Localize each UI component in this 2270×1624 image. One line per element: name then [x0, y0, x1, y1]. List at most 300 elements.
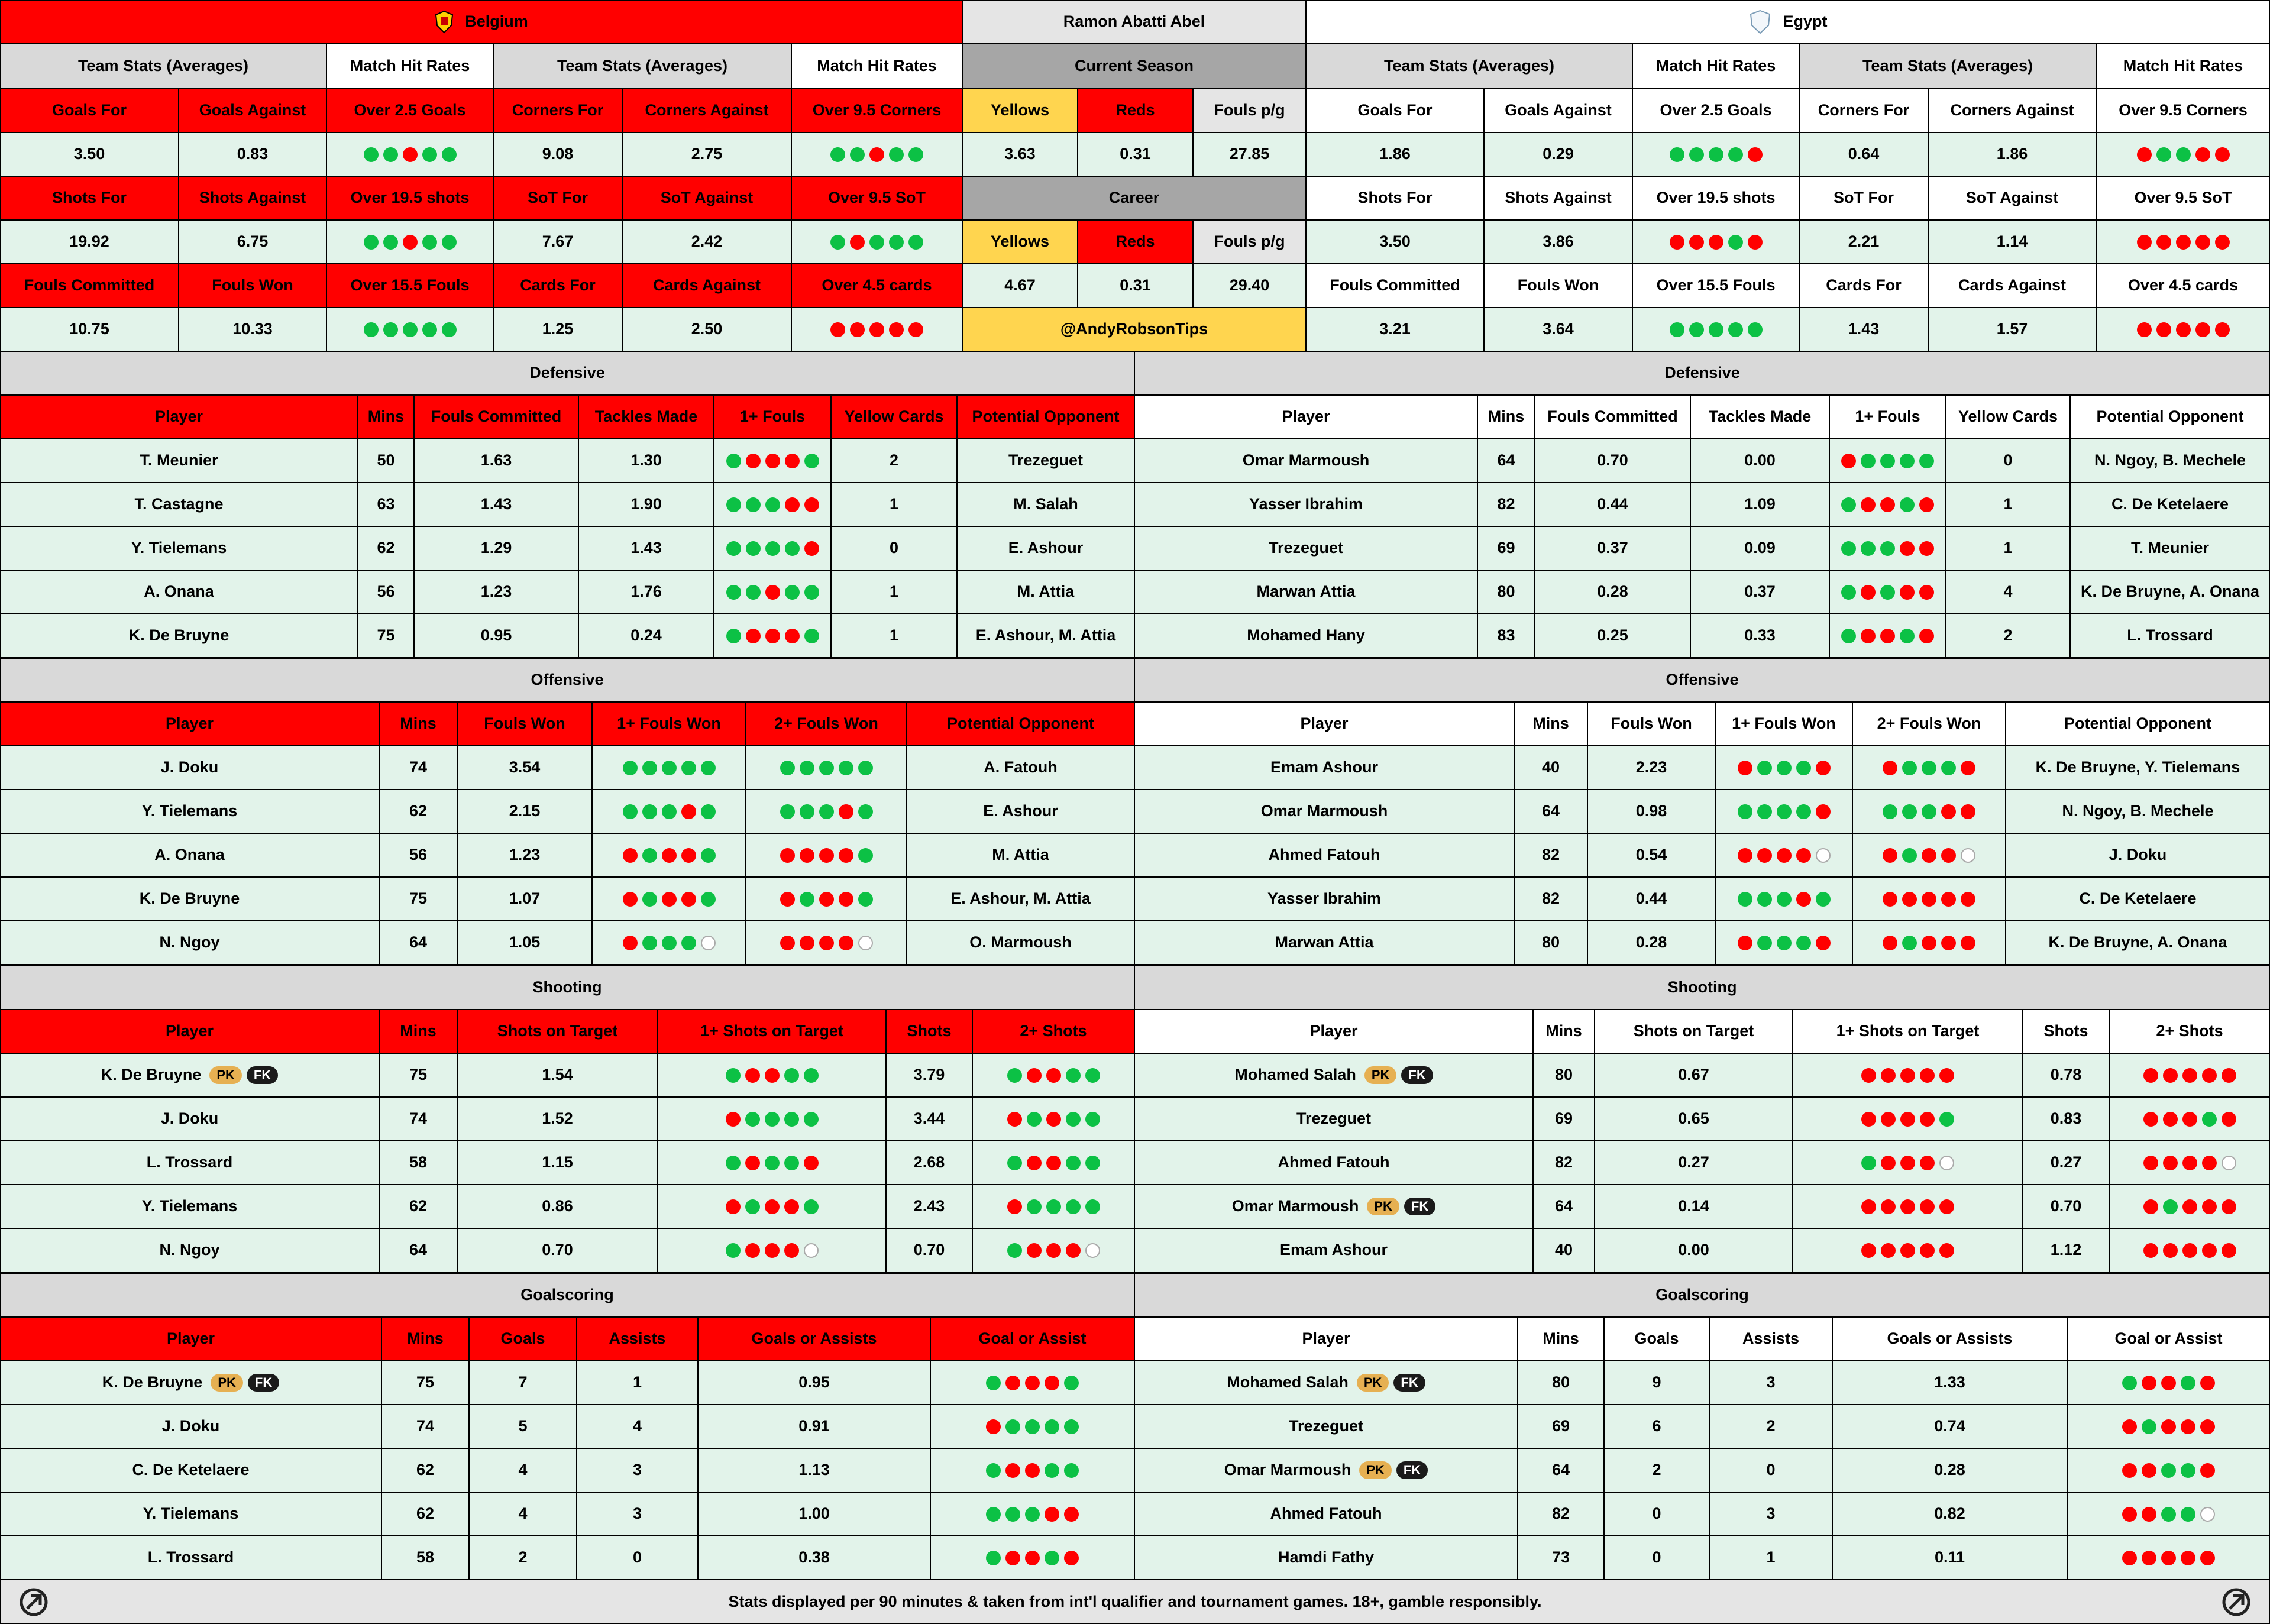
referee-col-yellows: Yellows — [962, 89, 1078, 132]
hit-dot — [403, 322, 418, 337]
hit-dot — [1689, 322, 1704, 337]
hit-dot — [784, 1112, 799, 1127]
miss-dot — [2215, 235, 2230, 250]
player-name[interactable] — [0, 614, 358, 658]
miss-dot — [1046, 1156, 1061, 1170]
player-name-text: J. Doku — [160, 758, 219, 777]
hit-dot — [1045, 1463, 1059, 1478]
stat-label: Corners Against — [622, 89, 791, 132]
miss-dot — [2202, 1243, 2217, 1258]
column-header: Player — [1134, 1317, 1518, 1361]
hit-dot — [1777, 804, 1792, 819]
miss-dot — [2215, 322, 2230, 337]
cell-value: 2 — [1946, 614, 2070, 658]
cell-value: 64 — [379, 921, 457, 965]
stat-value: 2.75 — [622, 132, 791, 176]
hit-dot — [726, 1156, 741, 1170]
player-name-text: Omar Marmoush — [1260, 802, 1388, 820]
hit-dot — [1045, 1551, 1059, 1565]
column-header: Potential Opponent — [957, 395, 1134, 439]
stat-label: Goals For — [1306, 89, 1484, 132]
miss-dot — [839, 892, 853, 907]
hit-rate-dots — [1793, 1185, 2023, 1228]
hit-dot — [1046, 1199, 1061, 1214]
stat-label: Over 15.5 Fouls — [1632, 264, 1799, 308]
hit-dot — [765, 541, 780, 556]
stat-label: Shots Against — [1484, 176, 1632, 220]
hit-dot — [745, 1199, 760, 1214]
brand-logo-icon — [19, 1587, 48, 1617]
hit-dot — [1902, 936, 1917, 950]
cell-value: K. De Bruyne, A. Onana — [2070, 570, 2270, 614]
cell-value: E. Ashour — [957, 526, 1134, 570]
cell-value: 0.28 — [1587, 921, 1715, 965]
hit-dot — [1066, 1199, 1081, 1214]
hit-dot — [889, 235, 904, 250]
player-name[interactable] — [1134, 921, 1514, 965]
stat-label: Goals Against — [1484, 89, 1632, 132]
miss-dot — [839, 936, 853, 950]
team-stats-header: Team Stats (Averages) — [0, 44, 326, 89]
player-name[interactable] — [1134, 1492, 1518, 1536]
miss-dot — [1861, 585, 1876, 600]
hit-rate-dots — [1715, 877, 1852, 921]
section-title: Goalscoring — [1134, 1273, 2270, 1317]
player-name[interactable] — [0, 1361, 381, 1405]
miss-dot — [1880, 629, 1895, 643]
hit-dot — [1757, 892, 1772, 907]
hit-dot — [1777, 761, 1792, 775]
player-name[interactable] — [1134, 1405, 1518, 1448]
hit-dot — [869, 235, 884, 250]
hit-dot — [804, 1112, 819, 1127]
hit-dot — [642, 848, 657, 863]
player-name[interactable] — [1134, 1097, 1533, 1141]
column-header: Potential Opponent — [2070, 395, 2270, 439]
miss-dot — [1046, 1112, 1061, 1127]
stat-label: Cards Against — [1928, 264, 2096, 308]
miss-dot — [1922, 848, 1936, 863]
hit-rate-dots — [326, 220, 493, 264]
player-name-text: T. Castagne — [134, 495, 224, 513]
player-name[interactable] — [1134, 614, 1477, 658]
cell-value: 0.28 — [1535, 570, 1690, 614]
player-name[interactable] — [1134, 570, 1477, 614]
miss-dot — [1007, 1199, 1022, 1214]
miss-dot — [800, 848, 814, 863]
player-name[interactable] — [0, 1536, 381, 1580]
hit-dot — [1757, 761, 1772, 775]
player-name[interactable] — [1134, 1185, 1533, 1228]
player-name[interactable] — [0, 790, 379, 833]
free-kick-taker-badge: FK — [248, 1374, 279, 1392]
hit-dot — [2181, 1463, 2195, 1478]
miss-dot — [819, 936, 834, 950]
stat-label: Over 2.5 Goals — [1632, 89, 1799, 132]
cell-value: 1.00 — [698, 1492, 930, 1536]
cell-value: 40 — [1514, 746, 1587, 790]
player-name[interactable] — [0, 570, 358, 614]
hit-rate-dots — [658, 1228, 886, 1272]
cell-value: 0.86 — [457, 1185, 658, 1228]
hit-rate-dots — [1632, 308, 1799, 351]
player-name[interactable] — [0, 483, 358, 526]
miss-dot — [1689, 235, 1704, 250]
hit-dot — [1883, 804, 1897, 819]
player-name[interactable] — [1134, 790, 1514, 833]
miss-dot — [2161, 1551, 2176, 1565]
author-handle[interactable]: @AndyRobsonTips — [962, 308, 1306, 351]
player-name[interactable] — [1134, 746, 1514, 790]
miss-dot — [1816, 804, 1831, 819]
player-name[interactable] — [0, 1097, 379, 1141]
hit-dot — [804, 454, 819, 468]
miss-dot — [2181, 1419, 2195, 1434]
miss-dot — [1027, 1068, 1042, 1083]
hit-rate-dots — [2067, 1492, 2270, 1536]
stat-label: Over 15.5 Fouls — [326, 264, 493, 308]
player-name[interactable] — [0, 746, 379, 790]
hit-dot — [1861, 454, 1876, 468]
stat-value: 0.29 — [1484, 132, 1632, 176]
miss-dot — [2163, 1068, 2178, 1083]
miss-dot — [839, 804, 853, 819]
hit-dot — [1919, 454, 1934, 468]
belgium-crest-icon — [434, 10, 454, 34]
hit-dot — [858, 804, 873, 819]
miss-dot — [1900, 1156, 1915, 1170]
column-header: Fouls Won — [457, 702, 592, 746]
free-kick-taker-badge: FK — [1393, 1374, 1425, 1392]
cell-value: 1.07 — [457, 877, 592, 921]
stat-label: Cards Against — [622, 264, 791, 308]
player-name[interactable] — [0, 1448, 381, 1492]
player-name-text: Trezeguet — [1296, 1109, 1372, 1128]
miss-dot — [2182, 1243, 2197, 1258]
column-header: Player — [1134, 395, 1477, 439]
column-header: 1+ Fouls — [1829, 395, 1946, 439]
stat-value: 9.08 — [493, 132, 622, 176]
cell-value: 69 — [1533, 1097, 1595, 1141]
hit-rate-dots — [326, 132, 493, 176]
cell-value: 0.74 — [1832, 1405, 2067, 1448]
hit-dot — [2163, 1199, 2178, 1214]
player-name[interactable] — [1134, 483, 1477, 526]
player-name[interactable] — [1134, 1536, 1518, 1580]
hit-dot — [2122, 1376, 2137, 1390]
stat-label: SoT Against — [1928, 176, 2096, 220]
column-header: Shots on Target — [457, 1010, 658, 1053]
miss-dot — [1941, 848, 1956, 863]
player-name-text: Y. Tielemans — [131, 539, 227, 557]
column-header: Mins — [379, 1010, 457, 1053]
hit-dot — [1880, 541, 1895, 556]
cell-value: L. Trossard — [2070, 614, 2270, 658]
hit-dot — [662, 936, 677, 950]
cell-value: 1.15 — [457, 1141, 658, 1185]
miss-dot — [1920, 1199, 1935, 1214]
stat-label: Over 4.5 cards — [2096, 264, 2270, 308]
player-name[interactable] — [0, 526, 358, 570]
miss-dot — [1883, 848, 1897, 863]
miss-dot — [1900, 1243, 1915, 1258]
hit-rate-dots — [746, 921, 907, 965]
player-name[interactable] — [1134, 877, 1514, 921]
player-name[interactable] — [1134, 1141, 1533, 1185]
player-name[interactable] — [1134, 439, 1477, 483]
hit-dot — [726, 541, 741, 556]
cell-value: 0.25 — [1535, 614, 1690, 658]
miss-dot — [1920, 1243, 1935, 1258]
miss-dot — [1007, 1112, 1022, 1127]
hit-rate-dots — [592, 833, 746, 877]
player-name[interactable] — [0, 1405, 381, 1448]
brand-logo-icon — [2222, 1587, 2251, 1617]
player-name-text: K. De Bruyne — [101, 1066, 202, 1084]
hit-rate-dots — [972, 1097, 1134, 1141]
miss-dot — [2200, 1551, 2215, 1565]
hit-dot — [1066, 1068, 1081, 1083]
column-header: Fouls Committed — [414, 395, 578, 439]
hit-dot — [662, 804, 677, 819]
stat-label: Corners For — [493, 89, 622, 132]
cell-value: 74 — [379, 746, 457, 790]
player-name[interactable] — [0, 877, 379, 921]
cell-value: 0.95 — [698, 1361, 930, 1405]
cell-value: 9 — [1604, 1361, 1709, 1405]
stat-label: Goals For — [0, 89, 179, 132]
hit-dot — [819, 761, 834, 775]
hit-dot — [1900, 629, 1915, 643]
cell-value: 3 — [577, 1448, 698, 1492]
player-name[interactable] — [0, 1141, 379, 1185]
miss-dot — [2143, 1156, 2158, 1170]
cell-value: 2 — [831, 439, 957, 483]
miss-dot — [1881, 1199, 1896, 1214]
cell-value: 82 — [1533, 1141, 1595, 1185]
column-header: Player — [0, 1010, 379, 1053]
miss-dot — [1861, 497, 1876, 512]
hit-rate-dots — [658, 1097, 886, 1141]
hit-dot — [765, 1156, 780, 1170]
miss-dot — [2122, 1507, 2137, 1522]
hit-dot — [2142, 1419, 2156, 1434]
hit-dot — [1861, 541, 1876, 556]
column-header: 1+ Fouls Won — [592, 702, 746, 746]
miss-dot — [2222, 1068, 2236, 1083]
player-name[interactable] — [1134, 833, 1514, 877]
player-name-text: Omar Marmoush — [1224, 1461, 1351, 1479]
miss-dot — [2176, 322, 2191, 337]
hit-dot — [1816, 892, 1831, 907]
player-name-text: A. Onana — [144, 583, 214, 601]
miss-dot — [1046, 1243, 1061, 1258]
hit-dot — [422, 147, 437, 162]
no-data-dot — [2222, 1156, 2236, 1170]
miss-dot — [2176, 235, 2191, 250]
hit-rate-dots — [1829, 483, 1946, 526]
cell-value: 1 — [1709, 1536, 1832, 1580]
miss-dot — [2142, 1463, 2156, 1478]
hit-dot — [1841, 497, 1856, 512]
player-name[interactable] — [0, 1492, 381, 1536]
cell-value: 80 — [1477, 570, 1535, 614]
miss-dot — [1900, 541, 1915, 556]
belgium-team-name: Belgium — [465, 12, 528, 31]
miss-dot — [785, 629, 800, 643]
hit-rate-dots — [930, 1361, 1134, 1405]
cell-value: 83 — [1477, 614, 1535, 658]
hit-rate-dots — [1793, 1053, 2023, 1097]
cell-value: 82 — [1514, 833, 1587, 877]
hit-dot — [1064, 1419, 1079, 1434]
player-name-text: N. Ngoy — [159, 1241, 220, 1259]
miss-dot — [2143, 1243, 2158, 1258]
miss-dot — [2161, 1376, 2176, 1390]
column-header: Player — [0, 1317, 381, 1361]
column-header: Assists — [577, 1317, 698, 1361]
miss-dot — [2222, 1199, 2236, 1214]
miss-dot — [850, 235, 865, 250]
miss-dot — [2142, 1376, 2156, 1390]
referee-name: Ramon Abatti Abel — [962, 0, 1306, 44]
column-header: Player — [0, 395, 358, 439]
miss-dot — [1920, 1112, 1935, 1127]
player-name[interactable] — [1134, 1361, 1518, 1405]
miss-dot — [623, 848, 638, 863]
miss-dot — [1005, 1551, 1020, 1565]
hit-dot — [1027, 1112, 1042, 1127]
player-name[interactable] — [0, 1053, 379, 1097]
free-kick-taker-badge: FK — [1396, 1461, 1428, 1479]
stat-value: 1.14 — [1928, 220, 2096, 264]
cell-value: 2.23 — [1587, 746, 1715, 790]
hit-dot — [765, 497, 780, 512]
miss-dot — [819, 892, 834, 907]
stat-label: Shots Against — [179, 176, 326, 220]
cell-value: 58 — [381, 1536, 469, 1580]
player-name-text: L. Trossard — [146, 1153, 233, 1172]
hit-dot — [908, 147, 923, 162]
hit-dot — [1064, 1463, 1079, 1478]
hit-dot — [1900, 454, 1915, 468]
hit-dot — [1777, 892, 1792, 907]
player-name[interactable] — [0, 833, 379, 877]
stat-value: 7.67 — [493, 220, 622, 264]
no-data-dot — [804, 1243, 819, 1258]
miss-dot — [1941, 804, 1956, 819]
column-header: Goal or Assist — [2067, 1317, 2270, 1361]
column-header: Goals or Assists — [1832, 1317, 2067, 1361]
column-header: Mins — [1514, 702, 1587, 746]
hit-dot — [1007, 1243, 1022, 1258]
stat-value: 2.50 — [622, 308, 791, 351]
referee-col-fouls-p-g: Fouls p/g — [1193, 89, 1306, 132]
miss-dot — [1045, 1376, 1059, 1390]
player-name-text: Hamdi Fathy — [1278, 1548, 1375, 1567]
stat-label: Cards For — [493, 264, 622, 308]
cell-value: 2 — [1709, 1405, 1832, 1448]
hit-rate-dots — [1715, 921, 1852, 965]
miss-dot — [2122, 1419, 2137, 1434]
hit-dot — [1709, 147, 1723, 162]
player-name[interactable] — [1134, 1053, 1533, 1097]
miss-dot — [850, 322, 865, 337]
referee-career-value: 4.67 — [962, 264, 1078, 308]
hit-dot — [364, 147, 379, 162]
miss-dot — [1064, 1507, 1079, 1522]
cell-value: 56 — [379, 833, 457, 877]
cell-value: E. Ashour, M. Attia — [907, 877, 1134, 921]
egypt-header — [1306, 0, 2270, 44]
cell-value: 0 — [1604, 1492, 1709, 1536]
column-header: Mins — [1518, 1317, 1604, 1361]
cell-value: 0.37 — [1690, 570, 1829, 614]
cell-value: 1.30 — [578, 439, 714, 483]
cell-value: 0.27 — [1595, 1141, 1793, 1185]
player-name[interactable] — [0, 1185, 379, 1228]
hit-dot — [1085, 1199, 1100, 1214]
miss-dot — [1064, 1551, 1079, 1565]
miss-dot — [1941, 936, 1956, 950]
stat-label: Fouls Won — [179, 264, 326, 308]
player-name[interactable] — [1134, 1228, 1533, 1272]
column-header: 1+ Fouls Won — [1715, 702, 1852, 746]
miss-dot — [908, 322, 923, 337]
hit-dot — [1861, 1156, 1876, 1170]
hit-rate-dots — [714, 570, 831, 614]
hit-dot — [804, 1068, 819, 1083]
cell-value: 62 — [381, 1448, 469, 1492]
stat-label: Over 19.5 shots — [326, 176, 493, 220]
hit-rate-dots — [2067, 1448, 2270, 1492]
miss-dot — [1005, 1463, 1020, 1478]
stat-label: SoT For — [493, 176, 622, 220]
cell-value: 1 — [1946, 526, 2070, 570]
player-name[interactable] — [0, 1228, 379, 1272]
miss-dot — [2142, 1507, 2156, 1522]
miss-dot — [1920, 1156, 1935, 1170]
miss-dot — [784, 1199, 799, 1214]
hit-rate-dots — [2067, 1405, 2270, 1448]
player-name[interactable] — [0, 921, 379, 965]
player-name[interactable] — [0, 439, 358, 483]
miss-dot — [1757, 848, 1772, 863]
hit-rate-dots — [592, 921, 746, 965]
hit-dot — [1796, 804, 1811, 819]
hit-dot — [2181, 1376, 2195, 1390]
hit-dot — [701, 848, 716, 863]
stat-label: Over 4.5 cards — [791, 264, 962, 308]
player-name[interactable] — [1134, 1448, 1518, 1492]
column-header: Yellow Cards — [831, 395, 957, 439]
column-header: Tackles Made — [578, 395, 714, 439]
hit-dot — [804, 629, 819, 643]
miss-dot — [1881, 1243, 1896, 1258]
stat-value: 3.21 — [1306, 308, 1484, 351]
player-name-text: Ahmed Fatouh — [1268, 846, 1380, 864]
cell-value: 0.70 — [2023, 1185, 2109, 1228]
miss-dot — [1961, 804, 1975, 819]
player-name[interactable] — [1134, 526, 1477, 570]
miss-dot — [765, 1243, 780, 1258]
cell-value: 0 — [831, 526, 957, 570]
stat-value: 6.75 — [179, 220, 326, 264]
hit-dot — [780, 761, 795, 775]
hit-rate-dots — [1632, 132, 1799, 176]
miss-dot — [726, 1112, 741, 1127]
cell-value: 0.91 — [698, 1405, 930, 1448]
